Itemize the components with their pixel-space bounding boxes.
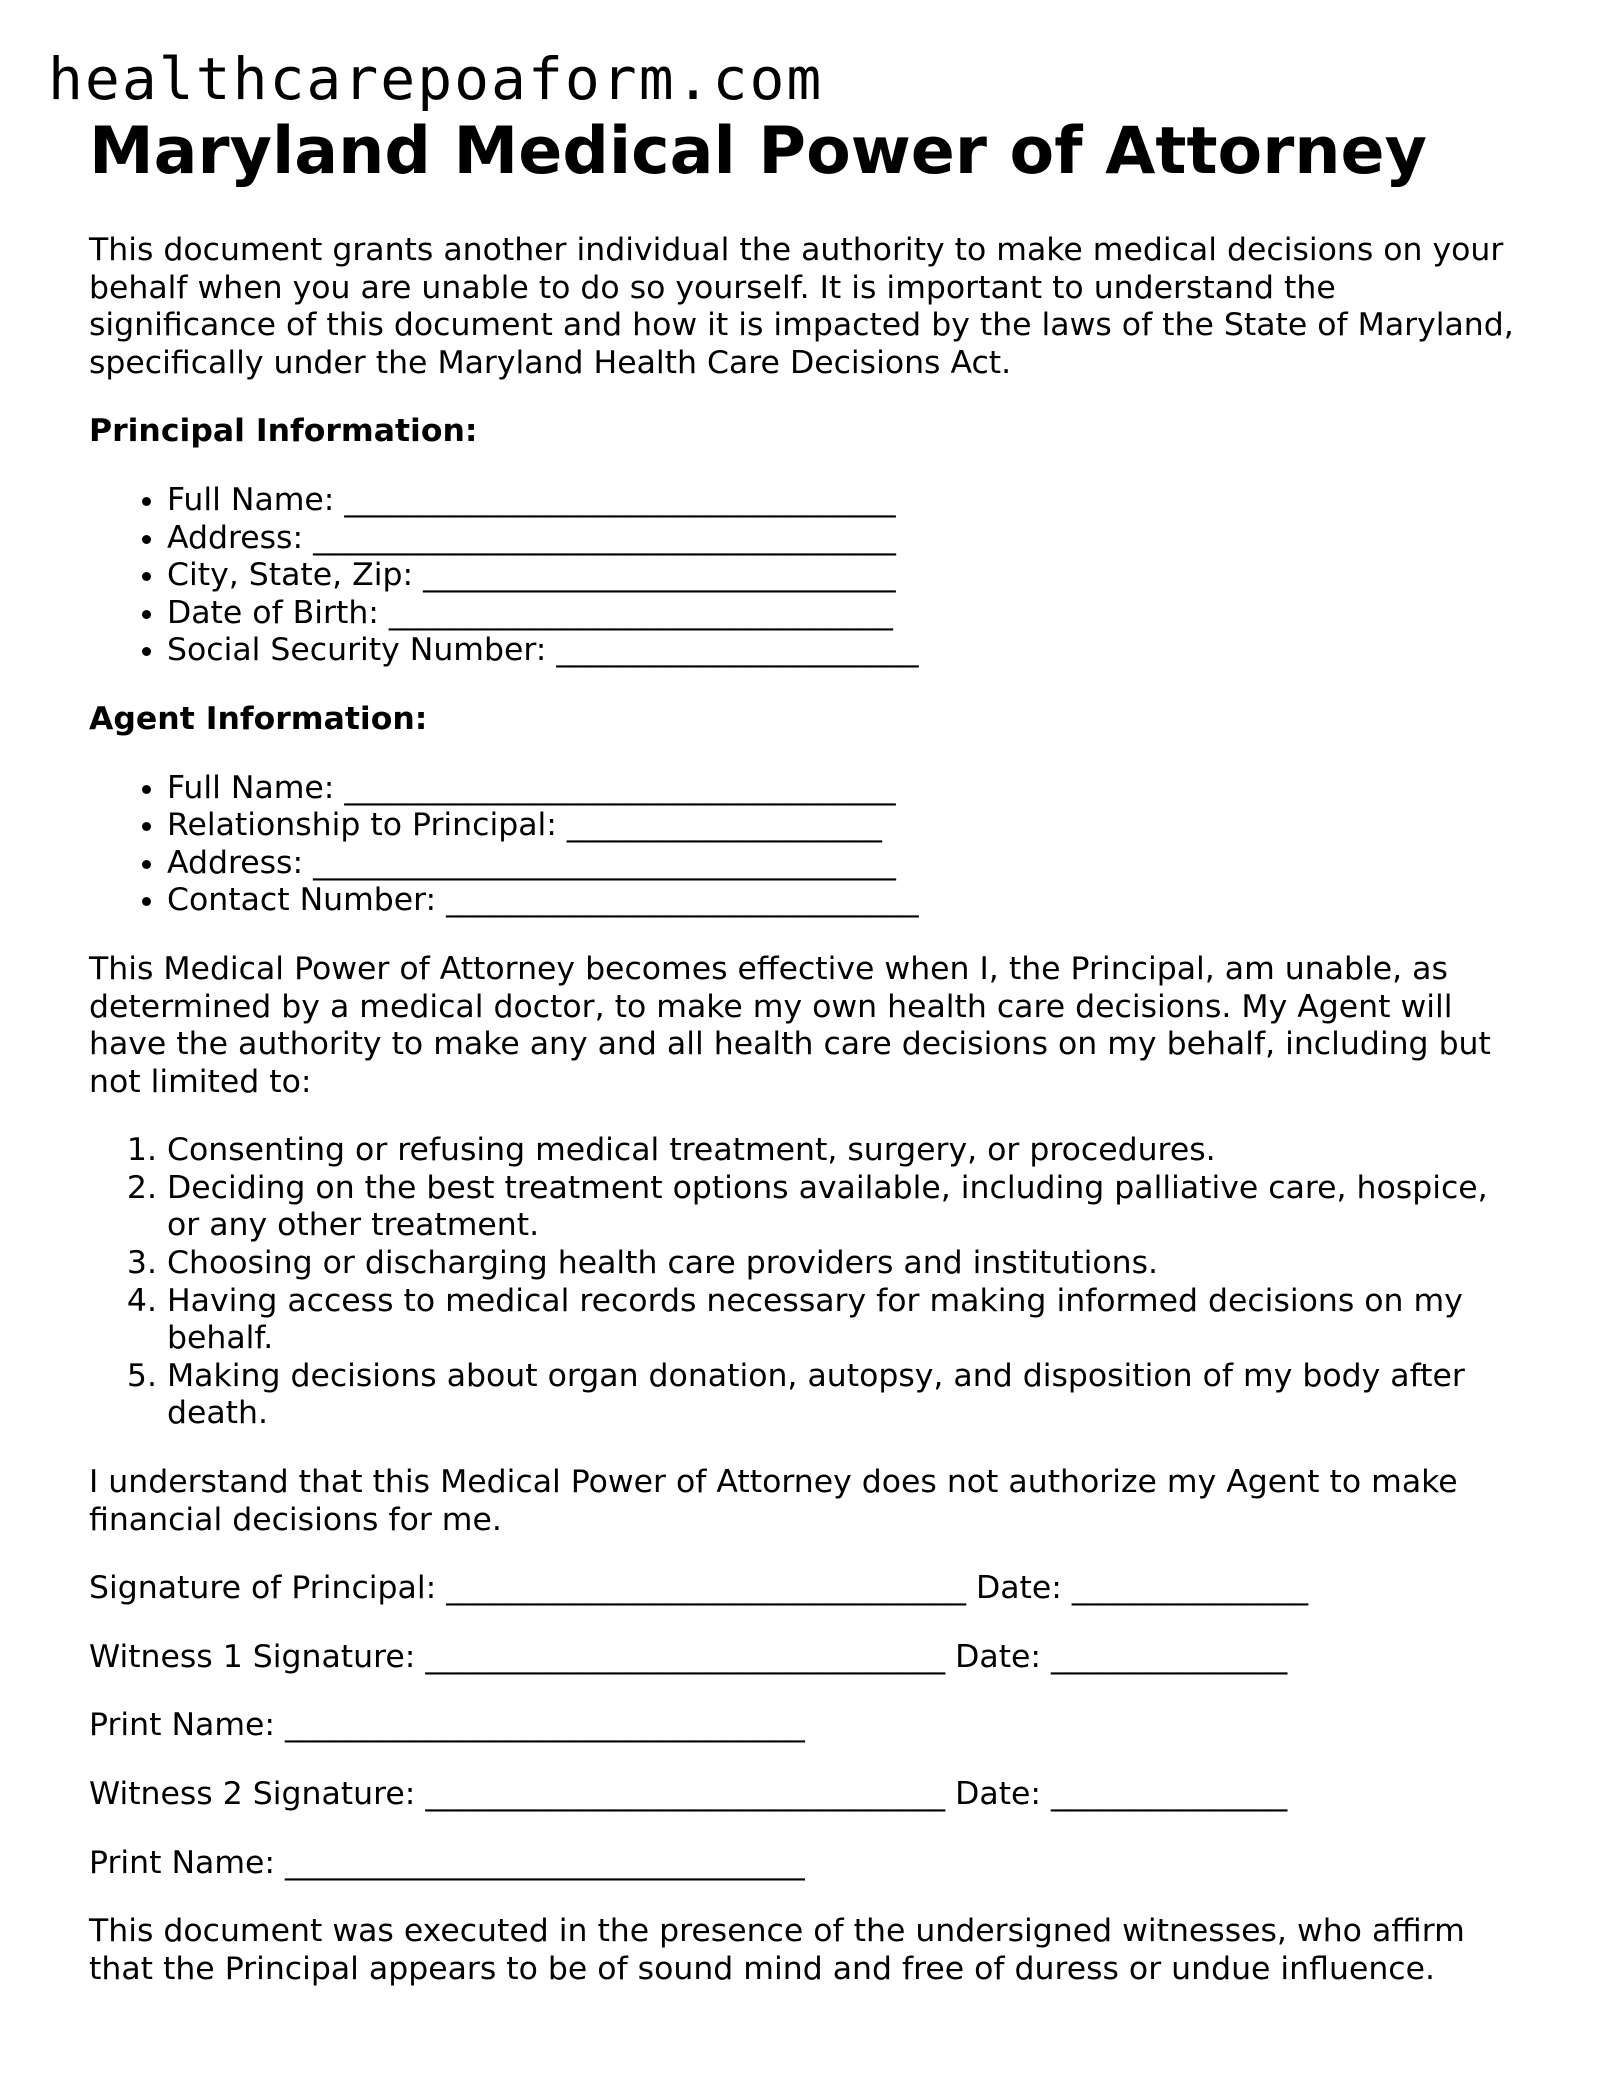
page-title: Maryland Medical Power of Attorney bbox=[89, 114, 1427, 189]
power-item: 3. Choosing or discharging health care providers and institutions. bbox=[167, 1245, 1529, 1283]
principal-ssn-field: • Social Security Number: _______________________ bbox=[167, 632, 1529, 670]
principal-fields-list bbox=[89, 482, 1529, 670]
principal-city-state-zip-field: • City, State, Zip: ______________________________ bbox=[167, 557, 1529, 595]
power-item: 4. Having access to medical records necessary for making informed decisions on my behalf. bbox=[167, 1283, 1529, 1358]
witness1-signature-line: Witness 1 Signature: _________________________________ Date: _______________ bbox=[89, 1638, 1288, 1675]
principal-dob-field: • Date of Birth: ________________________________ bbox=[167, 595, 1529, 633]
principal-address-field: • Address: _____________________________________ bbox=[167, 520, 1529, 558]
agent-heading: Agent Information: bbox=[89, 700, 428, 737]
financial-note: I understand that this Medical Power of Attorney does not authorize my Agent to make financial decisions for me. bbox=[89, 1464, 1458, 1538]
witness2-print-name-line: Print Name: _________________________________ bbox=[89, 1844, 805, 1881]
agent-full-name-field: • Full Name: ___________________________________ bbox=[167, 770, 1529, 808]
witness1-print-name-line: Print Name: _________________________________ bbox=[89, 1707, 805, 1744]
closing-paragraph: This document was executed in the presence of the undersigned witnesses, who affirm that the Principal appears to be of sound mind and free of duress or undue influence. bbox=[89, 1913, 1465, 1987]
document-body bbox=[89, 112, 1529, 1988]
agent-fields-list bbox=[89, 770, 1529, 920]
site-watermark: healthcarepoaform.com bbox=[48, 45, 824, 113]
agent-relationship-field: • Relationship to Principal: ____________________ bbox=[167, 807, 1529, 845]
authority-paragraph: This Medical Power of Attorney becomes effective when I, the Principal, am unable, as determined by a medical doctor, to make my own health care decisions. My Agent will have the authority to make any and all health care decisions on my behalf, including but not limited to: bbox=[89, 950, 1491, 1100]
principal-heading: Principal Information: bbox=[89, 413, 478, 450]
powers-list bbox=[89, 1132, 1529, 1433]
agent-contact-field: • Contact Number: ______________________________ bbox=[167, 882, 1529, 920]
principal-signature-line: Signature of Principal: _________________________________ Date: _______________ bbox=[89, 1570, 1309, 1607]
power-item: 2. Deciding on the best treatment options available, including palliative care, hospice, or any other treatment. bbox=[167, 1170, 1529, 1245]
agent-address-field: • Address: _____________________________________ bbox=[167, 845, 1529, 883]
intro-paragraph: This document grants another individual the authority to make medical decisions on your behalf when you are unable to do so yourself. It is important to understand the significance of this document and how it is impacted by the laws of the State of Maryland, specifically under the Maryland Health Care Decisions Act. bbox=[89, 232, 1514, 381]
power-item: 1. Consenting or refusing medical treatment, surgery, or procedures. bbox=[167, 1132, 1529, 1170]
principal-full-name-field: • Full Name: ___________________________________ bbox=[167, 482, 1529, 520]
power-item: 5. Making decisions about organ donation, autopsy, and disposition of my body after death. bbox=[167, 1358, 1529, 1433]
witness2-signature-line: Witness 2 Signature: _________________________________ Date: _______________ bbox=[89, 1776, 1288, 1812]
